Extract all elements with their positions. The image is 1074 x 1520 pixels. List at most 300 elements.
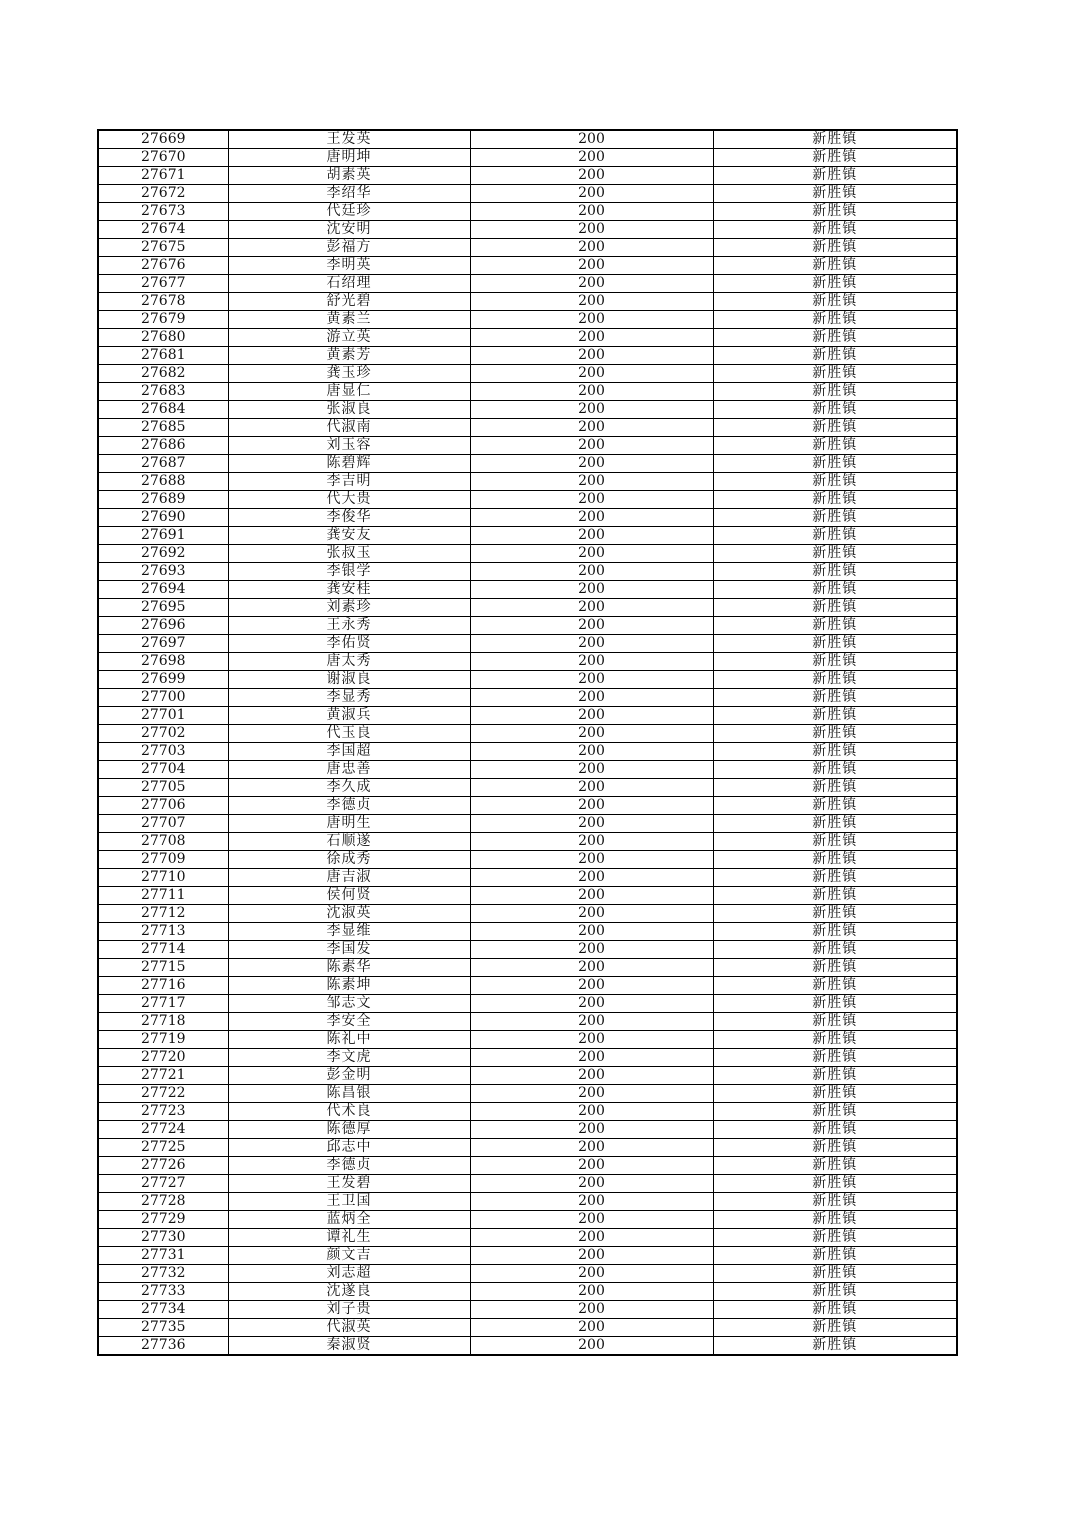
row-number-cell: 27726 xyxy=(98,1157,228,1175)
name-cell: 沈安明 xyxy=(228,221,470,239)
amount-cell: 200 xyxy=(470,617,713,635)
town-cell: 新胜镇 xyxy=(713,167,957,185)
name-cell: 代淑英 xyxy=(228,1319,470,1337)
amount-cell: 200 xyxy=(470,1013,713,1031)
name-cell: 代玉良 xyxy=(228,725,470,743)
amount-cell: 200 xyxy=(470,815,713,833)
town-cell: 新胜镇 xyxy=(713,365,957,383)
amount-cell: 200 xyxy=(470,563,713,581)
name-cell: 李明英 xyxy=(228,257,470,275)
table-row xyxy=(98,797,957,815)
town-cell: 新胜镇 xyxy=(713,653,957,671)
row-number-cell: 27705 xyxy=(98,779,228,797)
name-cell: 李国发 xyxy=(228,941,470,959)
town-cell: 新胜镇 xyxy=(713,1247,957,1265)
table-row xyxy=(98,959,957,977)
name-cell: 舒光碧 xyxy=(228,293,470,311)
row-number-cell: 27675 xyxy=(98,239,228,257)
amount-cell: 200 xyxy=(470,923,713,941)
row-number-cell: 27703 xyxy=(98,743,228,761)
amount-cell: 200 xyxy=(470,1031,713,1049)
name-cell: 唐明坤 xyxy=(228,149,470,167)
table-row xyxy=(98,1229,957,1247)
table-row xyxy=(98,1265,957,1283)
amount-cell: 200 xyxy=(470,365,713,383)
table-row xyxy=(98,1031,957,1049)
amount-cell: 200 xyxy=(470,797,713,815)
table-row xyxy=(98,1301,957,1319)
name-cell: 颜文吉 xyxy=(228,1247,470,1265)
name-cell: 代大贵 xyxy=(228,491,470,509)
table-row xyxy=(98,1247,957,1265)
table-row xyxy=(98,833,957,851)
town-cell: 新胜镇 xyxy=(713,185,957,203)
table-row xyxy=(98,923,957,941)
row-number-cell: 27698 xyxy=(98,653,228,671)
table-row xyxy=(98,1085,957,1103)
town-cell: 新胜镇 xyxy=(713,149,957,167)
name-cell: 代廷珍 xyxy=(228,203,470,221)
amount-cell: 200 xyxy=(470,743,713,761)
amount-cell: 200 xyxy=(470,311,713,329)
roster-body xyxy=(98,130,957,1355)
table-row xyxy=(98,779,957,797)
table-row xyxy=(98,1319,957,1337)
town-cell: 新胜镇 xyxy=(713,545,957,563)
amount-cell: 200 xyxy=(470,149,713,167)
table-row xyxy=(98,311,957,329)
amount-cell: 200 xyxy=(470,1283,713,1301)
name-cell: 唐太秀 xyxy=(228,653,470,671)
name-cell: 李佑贤 xyxy=(228,635,470,653)
amount-cell: 200 xyxy=(470,455,713,473)
row-number-cell: 27688 xyxy=(98,473,228,491)
amount-cell: 200 xyxy=(470,1319,713,1337)
name-cell: 王永秀 xyxy=(228,617,470,635)
name-cell: 蓝炳全 xyxy=(228,1211,470,1229)
row-number-cell: 27734 xyxy=(98,1301,228,1319)
name-cell: 刘玉容 xyxy=(228,437,470,455)
town-cell: 新胜镇 xyxy=(713,923,957,941)
town-cell: 新胜镇 xyxy=(713,797,957,815)
town-cell: 新胜镇 xyxy=(713,1103,957,1121)
town-cell: 新胜镇 xyxy=(713,1175,957,1193)
name-cell: 石顺遂 xyxy=(228,833,470,851)
row-number-cell: 27699 xyxy=(98,671,228,689)
amount-cell: 200 xyxy=(470,1265,713,1283)
table-row xyxy=(98,1175,957,1193)
row-number-cell: 27690 xyxy=(98,509,228,527)
row-number-cell: 27720 xyxy=(98,1049,228,1067)
name-cell: 代术良 xyxy=(228,1103,470,1121)
table-row xyxy=(98,743,957,761)
table-row xyxy=(98,1103,957,1121)
name-cell: 陈素坤 xyxy=(228,977,470,995)
roster-table xyxy=(97,129,958,1356)
name-cell: 黄素芳 xyxy=(228,347,470,365)
row-number-cell: 27735 xyxy=(98,1319,228,1337)
name-cell: 石绍理 xyxy=(228,275,470,293)
name-cell: 刘子贵 xyxy=(228,1301,470,1319)
town-cell: 新胜镇 xyxy=(713,329,957,347)
table-row xyxy=(98,905,957,923)
row-number-cell: 27694 xyxy=(98,581,228,599)
name-cell: 黄素兰 xyxy=(228,311,470,329)
amount-cell: 200 xyxy=(470,959,713,977)
town-cell: 新胜镇 xyxy=(713,203,957,221)
table-row xyxy=(98,599,957,617)
table-row xyxy=(98,473,957,491)
town-cell: 新胜镇 xyxy=(713,1193,957,1211)
table-row xyxy=(98,851,957,869)
amount-cell: 200 xyxy=(470,509,713,527)
table-row xyxy=(98,1139,957,1157)
town-cell: 新胜镇 xyxy=(713,599,957,617)
name-cell: 黄淑兵 xyxy=(228,707,470,725)
town-cell: 新胜镇 xyxy=(713,1067,957,1085)
town-cell: 新胜镇 xyxy=(713,959,957,977)
table-row xyxy=(98,167,957,185)
table-row xyxy=(98,1211,957,1229)
name-cell: 刘素珍 xyxy=(228,599,470,617)
row-number-cell: 27723 xyxy=(98,1103,228,1121)
name-cell: 李显秀 xyxy=(228,689,470,707)
table-row xyxy=(98,221,957,239)
row-number-cell: 27677 xyxy=(98,275,228,293)
name-cell: 唐忠善 xyxy=(228,761,470,779)
row-number-cell: 27713 xyxy=(98,923,228,941)
town-cell: 新胜镇 xyxy=(713,473,957,491)
amount-cell: 200 xyxy=(470,419,713,437)
table-row xyxy=(98,203,957,221)
amount-cell: 200 xyxy=(470,221,713,239)
table-row xyxy=(98,635,957,653)
row-number-cell: 27686 xyxy=(98,437,228,455)
name-cell: 游立英 xyxy=(228,329,470,347)
town-cell: 新胜镇 xyxy=(713,527,957,545)
town-cell: 新胜镇 xyxy=(713,221,957,239)
amount-cell: 200 xyxy=(470,1103,713,1121)
row-number-cell: 27716 xyxy=(98,977,228,995)
row-number-cell: 27676 xyxy=(98,257,228,275)
row-number-cell: 27684 xyxy=(98,401,228,419)
name-cell: 代淑南 xyxy=(228,419,470,437)
row-number-cell: 27707 xyxy=(98,815,228,833)
amount-cell: 200 xyxy=(470,545,713,563)
amount-cell: 200 xyxy=(470,130,713,149)
amount-cell: 200 xyxy=(470,257,713,275)
row-number-cell: 27717 xyxy=(98,995,228,1013)
name-cell: 李国超 xyxy=(228,743,470,761)
row-number-cell: 27704 xyxy=(98,761,228,779)
town-cell: 新胜镇 xyxy=(713,941,957,959)
row-number-cell: 27722 xyxy=(98,1085,228,1103)
town-cell: 新胜镇 xyxy=(713,779,957,797)
row-number-cell: 27679 xyxy=(98,311,228,329)
name-cell: 李德贞 xyxy=(228,1157,470,1175)
name-cell: 李绍华 xyxy=(228,185,470,203)
town-cell: 新胜镇 xyxy=(713,869,957,887)
table-row xyxy=(98,437,957,455)
table-row xyxy=(98,581,957,599)
amount-cell: 200 xyxy=(470,599,713,617)
name-cell: 唐吉淑 xyxy=(228,869,470,887)
name-cell: 张叔玉 xyxy=(228,545,470,563)
town-cell: 新胜镇 xyxy=(713,1283,957,1301)
town-cell: 新胜镇 xyxy=(713,851,957,869)
row-number-cell: 27712 xyxy=(98,905,228,923)
row-number-cell: 27710 xyxy=(98,869,228,887)
amount-cell: 200 xyxy=(470,1067,713,1085)
town-cell: 新胜镇 xyxy=(713,275,957,293)
amount-cell: 200 xyxy=(470,905,713,923)
town-cell: 新胜镇 xyxy=(713,1157,957,1175)
row-number-cell: 27711 xyxy=(98,887,228,905)
row-number-cell: 27689 xyxy=(98,491,228,509)
table-row xyxy=(98,1193,957,1211)
name-cell: 谭礼生 xyxy=(228,1229,470,1247)
table-row xyxy=(98,869,957,887)
amount-cell: 200 xyxy=(470,851,713,869)
row-number-cell: 27687 xyxy=(98,455,228,473)
town-cell: 新胜镇 xyxy=(713,1265,957,1283)
town-cell: 新胜镇 xyxy=(713,617,957,635)
table-row xyxy=(98,653,957,671)
amount-cell: 200 xyxy=(470,635,713,653)
town-cell: 新胜镇 xyxy=(713,689,957,707)
table-row xyxy=(98,563,957,581)
table-row xyxy=(98,329,957,347)
town-cell: 新胜镇 xyxy=(713,1139,957,1157)
amount-cell: 200 xyxy=(470,437,713,455)
town-cell: 新胜镇 xyxy=(713,977,957,995)
name-cell: 侯何贤 xyxy=(228,887,470,905)
amount-cell: 200 xyxy=(470,1229,713,1247)
name-cell: 王发英 xyxy=(228,130,470,149)
table-row xyxy=(98,941,957,959)
table-row xyxy=(98,689,957,707)
table-row xyxy=(98,491,957,509)
row-number-cell: 27730 xyxy=(98,1229,228,1247)
name-cell: 谢淑良 xyxy=(228,671,470,689)
name-cell: 李文虎 xyxy=(228,1049,470,1067)
amount-cell: 200 xyxy=(470,1247,713,1265)
table-row xyxy=(98,977,957,995)
town-cell: 新胜镇 xyxy=(713,1301,957,1319)
row-number-cell: 27719 xyxy=(98,1031,228,1049)
amount-cell: 200 xyxy=(470,689,713,707)
name-cell: 徐成秀 xyxy=(228,851,470,869)
table-row xyxy=(98,1337,957,1356)
amount-cell: 200 xyxy=(470,239,713,257)
row-number-cell: 27706 xyxy=(98,797,228,815)
table-row xyxy=(98,383,957,401)
name-cell: 龚安桂 xyxy=(228,581,470,599)
row-number-cell: 27691 xyxy=(98,527,228,545)
table-row xyxy=(98,130,957,149)
name-cell: 刘志超 xyxy=(228,1265,470,1283)
amount-cell: 200 xyxy=(470,491,713,509)
table-row xyxy=(98,671,957,689)
town-cell: 新胜镇 xyxy=(713,1319,957,1337)
town-cell: 新胜镇 xyxy=(713,1049,957,1067)
town-cell: 新胜镇 xyxy=(713,671,957,689)
row-number-cell: 27709 xyxy=(98,851,228,869)
town-cell: 新胜镇 xyxy=(713,581,957,599)
table-row xyxy=(98,761,957,779)
amount-cell: 200 xyxy=(470,473,713,491)
table-row xyxy=(98,185,957,203)
row-number-cell: 27678 xyxy=(98,293,228,311)
amount-cell: 200 xyxy=(470,833,713,851)
amount-cell: 200 xyxy=(470,1193,713,1211)
row-number-cell: 27697 xyxy=(98,635,228,653)
row-number-cell: 27682 xyxy=(98,365,228,383)
name-cell: 彭金明 xyxy=(228,1067,470,1085)
table-row xyxy=(98,1157,957,1175)
row-number-cell: 27732 xyxy=(98,1265,228,1283)
town-cell: 新胜镇 xyxy=(713,635,957,653)
name-cell: 沈遂良 xyxy=(228,1283,470,1301)
name-cell: 张淑良 xyxy=(228,401,470,419)
table-row xyxy=(98,1121,957,1139)
row-number-cell: 27695 xyxy=(98,599,228,617)
amount-cell: 200 xyxy=(470,779,713,797)
town-cell: 新胜镇 xyxy=(713,419,957,437)
table-row xyxy=(98,707,957,725)
amount-cell: 200 xyxy=(470,1211,713,1229)
row-number-cell: 27683 xyxy=(98,383,228,401)
table-row xyxy=(98,1049,957,1067)
amount-cell: 200 xyxy=(470,725,713,743)
amount-cell: 200 xyxy=(470,167,713,185)
amount-cell: 200 xyxy=(470,1157,713,1175)
town-cell: 新胜镇 xyxy=(713,455,957,473)
amount-cell: 200 xyxy=(470,869,713,887)
amount-cell: 200 xyxy=(470,401,713,419)
table-row xyxy=(98,257,957,275)
row-number-cell: 27708 xyxy=(98,833,228,851)
row-number-cell: 27725 xyxy=(98,1139,228,1157)
amount-cell: 200 xyxy=(470,185,713,203)
table-row xyxy=(98,887,957,905)
amount-cell: 200 xyxy=(470,671,713,689)
amount-cell: 200 xyxy=(470,329,713,347)
table-row xyxy=(98,149,957,167)
name-cell: 陈礼中 xyxy=(228,1031,470,1049)
name-cell: 陈碧辉 xyxy=(228,455,470,473)
row-number-cell: 27701 xyxy=(98,707,228,725)
row-number-cell: 27671 xyxy=(98,167,228,185)
town-cell: 新胜镇 xyxy=(713,725,957,743)
table-row xyxy=(98,509,957,527)
row-number-cell: 27696 xyxy=(98,617,228,635)
amount-cell: 200 xyxy=(470,383,713,401)
table-row xyxy=(98,419,957,437)
row-number-cell: 27728 xyxy=(98,1193,228,1211)
town-cell: 新胜镇 xyxy=(713,887,957,905)
name-cell: 王卫国 xyxy=(228,1193,470,1211)
name-cell: 李久成 xyxy=(228,779,470,797)
row-number-cell: 27727 xyxy=(98,1175,228,1193)
amount-cell: 200 xyxy=(470,1139,713,1157)
name-cell: 李银学 xyxy=(228,563,470,581)
amount-cell: 200 xyxy=(470,1121,713,1139)
table-row xyxy=(98,527,957,545)
table-row xyxy=(98,401,957,419)
name-cell: 唐显仁 xyxy=(228,383,470,401)
table-row xyxy=(98,815,957,833)
town-cell: 新胜镇 xyxy=(713,1085,957,1103)
amount-cell: 200 xyxy=(470,1301,713,1319)
table-row xyxy=(98,1067,957,1085)
row-number-cell: 27692 xyxy=(98,545,228,563)
name-cell: 陈德厚 xyxy=(228,1121,470,1139)
town-cell: 新胜镇 xyxy=(713,1013,957,1031)
row-number-cell: 27721 xyxy=(98,1067,228,1085)
town-cell: 新胜镇 xyxy=(713,383,957,401)
amount-cell: 200 xyxy=(470,1175,713,1193)
name-cell: 秦淑贤 xyxy=(228,1337,470,1356)
row-number-cell: 27681 xyxy=(98,347,228,365)
town-cell: 新胜镇 xyxy=(713,1121,957,1139)
town-cell: 新胜镇 xyxy=(713,1229,957,1247)
town-cell: 新胜镇 xyxy=(713,347,957,365)
row-number-cell: 27680 xyxy=(98,329,228,347)
name-cell: 沈淑英 xyxy=(228,905,470,923)
name-cell: 胡素英 xyxy=(228,167,470,185)
town-cell: 新胜镇 xyxy=(713,491,957,509)
amount-cell: 200 xyxy=(470,941,713,959)
town-cell: 新胜镇 xyxy=(713,293,957,311)
town-cell: 新胜镇 xyxy=(713,1337,957,1356)
name-cell: 李安全 xyxy=(228,1013,470,1031)
name-cell: 陈昌银 xyxy=(228,1085,470,1103)
table-row xyxy=(98,293,957,311)
town-cell: 新胜镇 xyxy=(713,563,957,581)
row-number-cell: 27729 xyxy=(98,1211,228,1229)
town-cell: 新胜镇 xyxy=(713,707,957,725)
town-cell: 新胜镇 xyxy=(713,257,957,275)
name-cell: 李德贞 xyxy=(228,797,470,815)
table-row xyxy=(98,545,957,563)
town-cell: 新胜镇 xyxy=(713,833,957,851)
amount-cell: 200 xyxy=(470,1337,713,1356)
table-row xyxy=(98,617,957,635)
town-cell: 新胜镇 xyxy=(713,130,957,149)
town-cell: 新胜镇 xyxy=(713,311,957,329)
amount-cell: 200 xyxy=(470,293,713,311)
row-number-cell: 27672 xyxy=(98,185,228,203)
name-cell: 陈素华 xyxy=(228,959,470,977)
table-row xyxy=(98,455,957,473)
row-number-cell: 27724 xyxy=(98,1121,228,1139)
row-number-cell: 27736 xyxy=(98,1337,228,1356)
amount-cell: 200 xyxy=(470,347,713,365)
town-cell: 新胜镇 xyxy=(713,401,957,419)
amount-cell: 200 xyxy=(470,275,713,293)
town-cell: 新胜镇 xyxy=(713,437,957,455)
row-number-cell: 27714 xyxy=(98,941,228,959)
town-cell: 新胜镇 xyxy=(713,815,957,833)
name-cell: 邱志中 xyxy=(228,1139,470,1157)
table-row xyxy=(98,275,957,293)
table-row xyxy=(98,347,957,365)
town-cell: 新胜镇 xyxy=(713,1031,957,1049)
row-number-cell: 27693 xyxy=(98,563,228,581)
amount-cell: 200 xyxy=(470,707,713,725)
name-cell: 邹志文 xyxy=(228,995,470,1013)
